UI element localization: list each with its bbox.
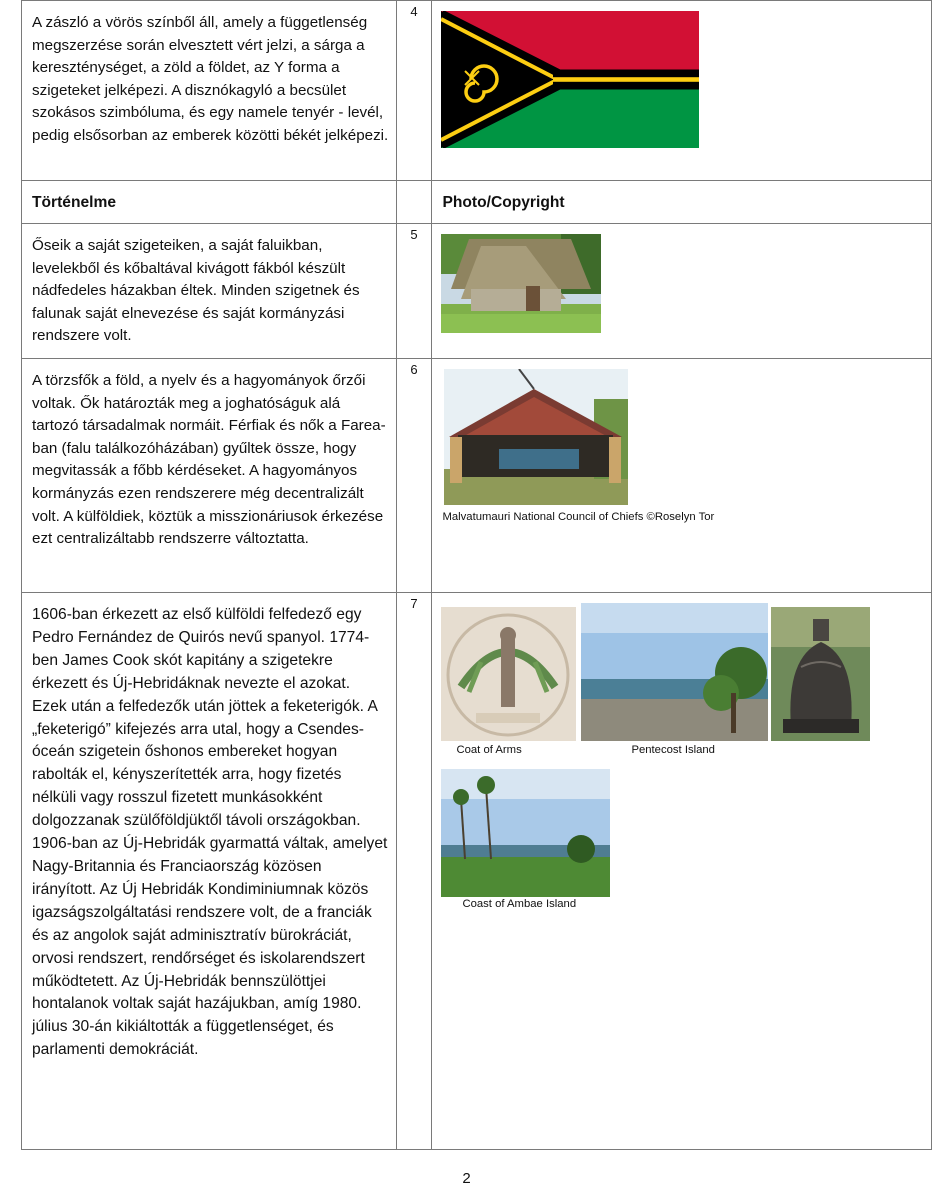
row-number: 6 bbox=[410, 362, 418, 377]
page-number: 2 bbox=[462, 1170, 471, 1187]
media-cell bbox=[432, 593, 932, 1150]
number-cell bbox=[397, 1, 432, 181]
bell-photo bbox=[771, 607, 870, 741]
number-cell bbox=[397, 593, 432, 1150]
media-cell bbox=[432, 359, 932, 593]
vanuatu-flag-image bbox=[441, 11, 699, 148]
table-row bbox=[22, 224, 932, 359]
header-cell-left bbox=[22, 181, 397, 224]
table-row bbox=[22, 593, 932, 1150]
coat-of-arms-photo bbox=[441, 607, 576, 741]
section-heading: Történelme bbox=[32, 194, 117, 211]
colonial-history-paragraph: 1606-ban érkezett az első külföldi felfedező egy Pedro Fernández de Quirós nevű spanyol. 1774-ben James Cook skót kapitány a szigetekre érkezett és Új-Hebridáknak nevezte el azokat. Ezek után a felfedezők után jöttek a feketerigók. A „feketerigó” kifejezés arra utal, hogy a Csendes-óceán szigetein őshonos embereket hogyan rabolták el, kényszerítették arra, hogy fizetés nélküli vagy rosszul fizetett munkásokként dolgozzanak szülőföldjüktől távoli országokban. 1906-ban az Új-Hebridák gyarmattá váltak, amelyet Nagy-Britannia és Franciaország közösen irányított. Az Új Hebridák Kondiminiumnak közös igazságszolgáltatási rendszere volt, de a franciák és az angolok saját adminisztratív bürokráciát, orvosi rendszert, rendőrséget és iskolarendszert működtetett. Az Új-Hebridák bennszülöttjei hontalanok voltak saját hazájukban, amíg 1980. július 30-án kikiáltották a függetlenséget, és parlamenti demokráciát. bbox=[32, 606, 388, 1059]
text-cell bbox=[22, 593, 397, 1150]
header-cell-number bbox=[397, 181, 432, 224]
photo-copyright-heading: Photo/Copyright bbox=[442, 194, 565, 211]
table-row bbox=[22, 1, 932, 181]
row-number: 5 bbox=[410, 227, 418, 242]
number-cell bbox=[397, 224, 432, 359]
coat-of-arms-caption: Coat of Arms bbox=[456, 744, 522, 756]
row-number: 7 bbox=[410, 596, 418, 611]
pentecost-island-caption: Pentecost Island bbox=[631, 744, 715, 756]
thatched-hut-photo bbox=[441, 234, 601, 333]
text-cell bbox=[22, 224, 397, 359]
text-cell bbox=[22, 359, 397, 593]
pentecost-island-photo bbox=[581, 603, 768, 741]
media-cell bbox=[432, 1, 932, 181]
table-header-row bbox=[22, 181, 932, 224]
media-cell bbox=[432, 224, 932, 359]
chiefs-paragraph: A törzsfők a föld, a nyelv és a hagyományok őrzői voltak. Ők határozták meg a joghatóságuk alá tartozó társadalmak normáit. Férfiak és nők a Farea-ban (falu találkozóházában) gyűltek össze, hogy megvitassák a főbb kérdéseket. A hagyományos kormányzás ezen rendszerere még decentralizált volt. A külföldiek, köztük a misszionáriusok érkezése ezt centralizáltabb rendszerre változtatta. bbox=[32, 372, 386, 548]
meeting-house-photo bbox=[444, 369, 628, 505]
flag-description: A zászló a vörös színből áll, amely a függetlenség megszerzése során elvesztett vért jelzi, a sárga a kereszténységet, a zöld a földet, az Y forma a szigeteket jelképezi. A disznókagyló a becsület szokásos szimbóluma, és egy namele tenyér - levél, pedig elsősorban az emberek közötti békét jelképezi. bbox=[32, 14, 389, 144]
ambae-coast-photo bbox=[441, 769, 610, 897]
table-row bbox=[22, 359, 932, 593]
ambae-coast-caption: Coast of Ambae Island bbox=[462, 898, 577, 910]
history-paragraph: Őseik a saját szigeteiken, a saját faluikban, levelekből és kőbaltával kivágott fákból készült nádfedeles házakban éltek. Minden szigetnek és falunak saját elnevezése és saját kormányzási rendszere volt. bbox=[32, 237, 360, 345]
number-cell bbox=[397, 359, 432, 593]
photo-caption: Malvatumauri National Council of Chiefs ©Roselyn Tor bbox=[442, 511, 715, 523]
row-number: 4 bbox=[410, 4, 418, 19]
content-table bbox=[21, 0, 932, 1150]
header-cell-right bbox=[432, 181, 932, 224]
text-cell bbox=[22, 1, 397, 181]
